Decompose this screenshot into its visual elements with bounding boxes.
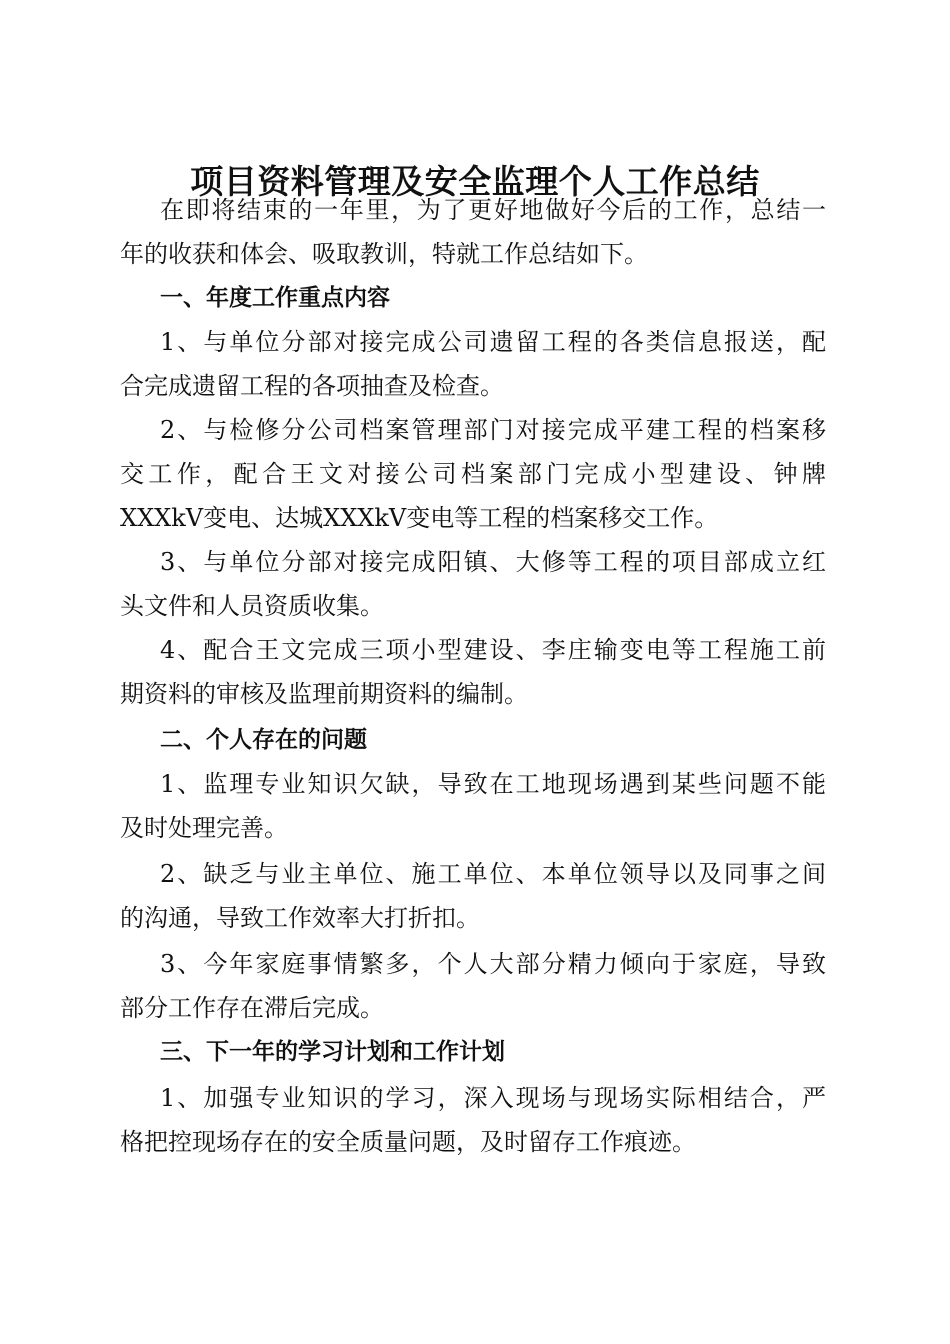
- text-line: 的沟通，导致工作效率大打折扣。: [120, 904, 480, 932]
- text-line: 2、缺乏与业主单位、施工单位、本单位领导以及同事之间: [160, 860, 826, 888]
- section2-item-2: [120, 852, 826, 940]
- section1-item-4: [120, 628, 826, 716]
- text-line: 1、监理专业知识欠缺，导致在工地现场遇到某些问题不能: [160, 770, 826, 798]
- section1-item-2: [120, 408, 826, 540]
- text-line: 1、与单位分部对接完成公司遗留工程的各类信息报送，配: [160, 328, 826, 356]
- text-line: 年的收获和体会、吸取教训，特就工作总结如下。: [120, 240, 648, 268]
- section1-item-1: [120, 320, 826, 408]
- text-line: XXXkV变电、达城XXXkV变电等工程的档案移交工作。: [120, 504, 719, 532]
- text-line: 2、与检修分公司档案管理部门对接完成平建工程的档案移: [160, 416, 826, 444]
- text-line: 3、今年家庭事情繁多，个人大部分精力倾向于家庭，导致: [160, 950, 826, 978]
- section2-item-1: [120, 762, 826, 850]
- section1-item-3: [120, 540, 826, 628]
- text-line: 头文件和人员资质收集。: [120, 592, 384, 620]
- text-line: 部分工作存在滞后完成。: [120, 994, 384, 1022]
- text-line: 格把控现场存在的安全质量问题，及时留存工作痕迹。: [120, 1128, 696, 1156]
- text-line: 3、与单位分部对接完成阳镇、大修等工程的项目部成立红: [160, 548, 826, 576]
- text-line: 1、加强专业知识的学习，深入现场与现场实际相结合，严: [160, 1084, 826, 1112]
- text-line: 4、配合王文完成三项小型建设、李庄输变电等工程施工前: [160, 636, 826, 664]
- text-line: 交工作，配合王文对接公司档案部门完成小型建设、钟牌: [120, 460, 826, 488]
- section3-item-1: [120, 1076, 826, 1164]
- section-heading-1: 一、年度工作重点内容: [160, 285, 390, 311]
- section-heading-3: 三、下一年的学习计划和工作计划: [160, 1039, 505, 1065]
- intro-paragraph: [120, 188, 826, 276]
- document-title: 项目资料管理及安全监理个人工作总结: [190, 162, 760, 202]
- text-line: 在即将结束的一年里，为了更好地做好今后的工作，总结一: [160, 196, 826, 224]
- text-line: 及时处理完善。: [120, 814, 288, 842]
- text-line: 期资料的审核及监理前期资料的编制。: [120, 680, 528, 708]
- section-heading-2: 二、个人存在的问题: [160, 727, 367, 753]
- section2-item-3: [120, 942, 826, 1030]
- text-line: 合完成遗留工程的各项抽查及检查。: [120, 372, 504, 400]
